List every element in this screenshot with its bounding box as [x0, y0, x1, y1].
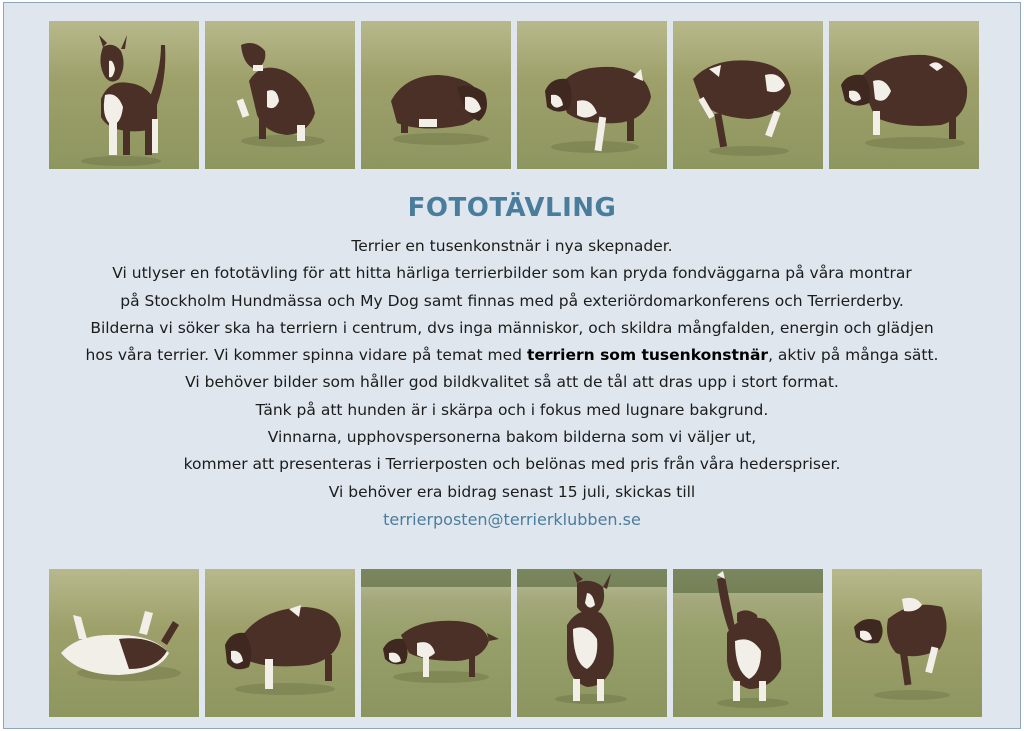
body-line: Vinnarna, upphovspersonerna bakom bilderna som vi väljer ut, [267, 428, 757, 447]
contact-email-link[interactable]: terrierposten@terrierklubben.se [383, 509, 641, 529]
dog-sniffing-photo [829, 21, 979, 169]
body-line: Vi behöver bilder som håller god bildkvalitet så att de tål att dras upp i stort format. [185, 373, 839, 392]
intro-line: Terrier en tusenkonstnär i nya skepnader. [351, 237, 673, 255]
dog-crouching-photo [361, 21, 511, 169]
dog-turning-away-photo [832, 569, 982, 717]
contest-flyer [3, 2, 1021, 729]
body-line [4, 342, 1020, 369]
dog-leaping-photo [673, 21, 823, 169]
body-line: Tänk på att hunden är i skärpa och i fokus med lugnare bakgrund. [255, 400, 769, 419]
page-title: FOTOTÄVLING [407, 193, 617, 223]
dog-sniffing-ground-photo [361, 569, 511, 717]
contest-text [4, 193, 1020, 534]
dog-rolling-photo [49, 569, 199, 717]
deadline-line: Vi behöver era bidrag senast 15 juli, skickas till [328, 482, 696, 501]
dog-running-photo [517, 21, 667, 169]
dog-digging-photo [205, 569, 355, 717]
dog-standing-photo [49, 21, 199, 169]
body-line: Bilderna vi söker ska ha terriern i centrum, dvs inga människor, och skildra mångfalden, energin och glädjen [90, 318, 934, 337]
top-photo-row [4, 21, 1020, 171]
body-line: Vi utlyser en fototävling för att hitta härliga terrierbilder som kan pryda fondväggarna på våra montrar [112, 264, 912, 283]
body-line-after: , aktiv på många sätt. [768, 346, 939, 365]
body-line: på Stockholm Hundmässa och My Dog samt finnas med på exteriördomarkonferens och Terrierderby. [120, 291, 904, 310]
theme-highlight: terriern som tusenkonstnär [526, 346, 769, 365]
body-line: kommer att presenteras i Terrierposten och belönas med pris från våra hederspriser. [183, 455, 841, 474]
body-line-before: hos våra terrier. Vi kommer spinna vidare på temat med [85, 346, 527, 365]
dog-standing-up-photo [517, 569, 667, 717]
dog-jumping-photo [673, 569, 823, 717]
bottom-photo-row [4, 569, 1020, 719]
dog-turning-photo [205, 21, 355, 169]
